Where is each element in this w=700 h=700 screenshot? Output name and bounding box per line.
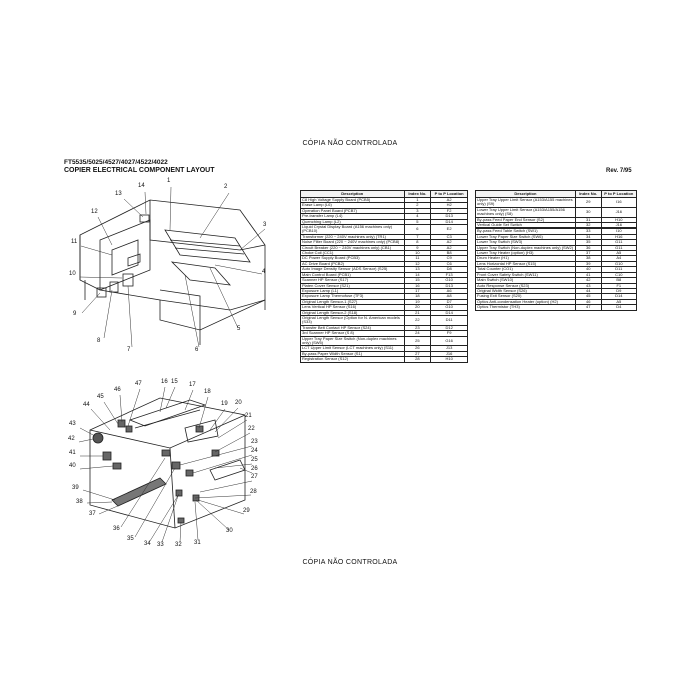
index-cell: 14 [404,272,431,277]
description-cell: Lower Tray Heater (option) (H3) [476,251,576,256]
col-index: Index No. [404,191,431,198]
index-cell: 39 [575,261,601,266]
location-cell: J13 [431,346,468,351]
callout-label: 11 [71,239,78,245]
callout-label: 31 [194,540,201,546]
table-row [476,207,637,217]
index-cell: 27 [404,351,431,356]
location-cell: D8 [431,267,468,272]
location-cell: F2 [431,208,468,213]
callout-label: 36 [113,526,120,532]
description-cell: Upper Tray Paper Size Switch (Non-duplex machines only) (SW5) [301,336,405,346]
location-cell: G10 [601,261,636,266]
callout-label: 46 [114,387,121,393]
location-cell: F9 [431,331,468,336]
location-cell: H10 [601,217,636,222]
callout-label: 34 [144,541,151,547]
copier-upper-drawing [80,200,265,345]
description-cell: Original Length Sensor-1 (S27) [301,299,405,304]
callout-label: 12 [91,209,98,215]
callout-label: 15 [171,379,178,385]
callout-label: 4 [262,269,266,275]
callout-label: 32 [175,542,182,548]
col-description: Description [301,191,405,198]
description-cell: 3rd Scanner HP Sensor (S 8) [301,331,405,336]
location-cell: A5 [601,299,636,304]
callout-label: 5 [237,326,241,332]
description-cell: Circuit Breaker (220 ~ 240V machines only) (CB1) [301,245,405,250]
callout-label: 28 [250,489,257,495]
location-cell: D13 [431,283,468,288]
location-cell: G16 [431,336,468,346]
location-cell: D7 [431,299,468,304]
index-cell: 15 [404,278,431,283]
index-cell: 34 [575,234,601,239]
description-cell: Lower Tray Upper Limit Sensor (A153/A155/A156 machines only) (S8) [476,207,576,217]
callout-label: 1 [167,178,171,184]
location-cell: A5 [601,251,636,256]
index-cell: 42 [575,278,601,283]
index-cell: 13 [404,267,431,272]
description-cell: Upper Tray Switch (Non-duplex machines only) (SW2) [476,245,576,250]
location-cell: C9 [431,256,468,261]
callout-label: 38 [76,499,83,505]
location-cell: I16 [601,198,636,208]
index-cell: 4 [404,214,431,219]
location-cell: I10 [601,229,636,234]
description-cell: Lower Tray Switch (SW3) [476,240,576,245]
description-cell: Fusing Exit Sensor (S20) [476,294,576,299]
description-cell: AC Drive Board (PCB2) [301,261,405,266]
description-cell: Front Cover Safety Switch (SW11) [476,272,576,277]
table-row [476,305,637,310]
callout-label: 24 [251,448,258,454]
location-cell: D14 [601,294,636,299]
index-cell: 3 [404,208,431,213]
description-cell: Total Counter (CO1) [476,267,576,272]
index-cell: 30 [575,207,601,217]
callout-label: 23 [251,439,258,445]
index-cell: 2 [404,203,431,208]
callout-label: 29 [243,508,250,514]
callout-label: 8 [97,338,101,344]
location-cell: D13 [431,214,468,219]
location-cell: A8 [431,294,468,299]
index-cell: 37 [575,251,601,256]
callout-label: 13 [115,191,122,197]
callout-label: 35 [127,536,134,542]
index-cell: 20 [404,305,431,310]
index-cell: 10 [404,251,431,256]
location-cell: H16 [601,234,636,239]
callout-label: 39 [72,485,79,491]
location-cell: A2 [431,245,468,250]
location-cell: A6 [431,288,468,293]
col-location: P to P Location [601,191,636,198]
location-cell: F13 [431,272,468,277]
index-cell: 35 [575,240,601,245]
location-cell: D11 [601,267,636,272]
location-cell: J16 [601,223,636,228]
description-cell: Registration Sensor (S12) [301,357,405,362]
description-cell: By-pass Feed Table Switch (SW1) [476,229,576,234]
callout-label: 30 [226,528,233,534]
callout-label: 33 [157,542,164,548]
description-cell: Lower Tray Paper Size Switch (SW6) [476,234,576,239]
index-cell: 18 [404,294,431,299]
location-cell: D12 [431,325,468,330]
callout-label: 14 [138,183,145,189]
callout-label: 21 [245,413,252,419]
index-cell: 47 [575,305,601,310]
callout-label: 25 [251,457,258,463]
callout-label: 7 [127,347,131,353]
callout-label: 44 [83,402,90,408]
description-cell: Operation Panel Board (PCB7) [301,208,405,213]
callout-label: 6 [195,347,199,353]
revision-label: Rev. 7/95 [606,168,632,174]
col-description: Description [476,191,576,198]
description-cell: LCT Upper Limit Sensor (LCT machines only) (S11) [301,346,405,351]
description-cell: Upper Tray Upper Limit Sensor (A153/A155 machines only) (S9) [476,198,576,208]
index-cell: 12 [404,261,431,266]
callout-label: 9 [73,311,77,317]
index-cell: 5 [404,219,431,224]
table-row [301,225,468,235]
description-cell: Transfer Belt Contact HP Sensor (S24) [301,325,405,330]
index-cell: 31 [575,217,601,222]
description-cell: Original Width Sensor (S26) [476,288,576,293]
description-cell: Original Length Sensor-2 (S18) [301,310,405,315]
location-cell: D14 [431,310,468,315]
description-cell: Erase Lamp (L6) [301,203,405,208]
description-cell: By-pass Paper Width Sensor (S1) [301,351,405,356]
description-cell: Drum Heater (H1) [476,256,576,261]
index-cell: 9 [404,245,431,250]
location-cell: D4 [601,305,636,310]
location-cell: A4 [601,256,636,261]
col-location: P to P Location [431,191,468,198]
index-cell: 22 [404,315,431,325]
index-cell: 40 [575,267,601,272]
callout-label: 10 [69,271,76,277]
location-cell: G11 [601,240,636,245]
callout-label: 27 [251,474,258,480]
description-cell: Lens Vertical HP Sensor (S16) [301,305,405,310]
index-cell: 28 [404,357,431,362]
description-cell: By-pass Feed Paper End Sensor (S2) [476,217,576,222]
description-cell: Optics Anti-condensation Heater (option) (H2) [476,299,576,304]
location-cell: D11 [431,315,468,325]
location-cell: A2 [431,198,468,203]
page-title: COPIER ELECTRICAL COMPONENT LAYOUT [64,167,215,174]
location-cell: C6 [431,261,468,266]
description-cell: Main Control Board (PCB1) [301,272,405,277]
description-cell: Auto Image Density Sensor (ADS Sensor) (S25) [301,267,405,272]
description-cell: Liquid Crystal Display Board (A156 machines only) (PCB10) [301,225,405,235]
callout-label: 18 [204,389,211,395]
component-table-right [475,190,637,311]
watermark-top: CÓPIA NÃO CONTROLADA [302,140,398,147]
description-cell: Pre-transfer Lamp (L4) [301,214,405,219]
index-cell: 36 [575,245,601,250]
index-cell: 19 [404,299,431,304]
location-cell: G10 [431,278,468,283]
callout-label: 45 [97,394,104,400]
index-cell: 41 [575,272,601,277]
callout-label: 16 [161,379,168,385]
location-cell: H10 [431,357,468,362]
description-cell: Vertical Guide Set Switch [476,223,576,228]
index-cell: 24 [404,331,431,336]
description-cell: DC Power Supply Board (PCB3) [301,256,405,261]
index-cell: 46 [575,299,601,304]
index-cell: 23 [404,325,431,330]
description-cell: Exposure Lamp Thermofuse (TF3) [301,294,405,299]
index-cell: 25 [404,336,431,346]
index-cell: 33 [575,229,601,234]
location-cell: G11 [601,245,636,250]
callout-label: 43 [69,421,76,427]
index-cell: 44 [575,288,601,293]
index-cell: 8 [404,240,431,245]
location-cell: A2 [431,240,468,245]
callout-label: 47 [135,381,142,387]
callout-label: 26 [251,466,258,472]
location-cell: J16 [601,207,636,217]
callout-label: 2 [224,184,228,190]
location-cell: G10 [431,305,468,310]
callout-label: 41 [69,450,76,456]
table-row [476,198,637,208]
location-cell: E2 [431,225,468,235]
location-cell: D9 [601,288,636,293]
component-table-left [300,190,468,363]
callout-label: 20 [235,400,242,406]
index-cell: 26 [404,346,431,351]
table-row [301,357,468,362]
description-cell: Original Length Sensor (Option for N. American models (S33) [301,315,405,325]
callout-label: 19 [221,401,228,407]
index-cell: 43 [575,283,601,288]
description-cell: Scanner HP Sensor (S17) [301,278,405,283]
index-cell: 1 [404,198,431,203]
description-cell: Lens Horizontal HP Sensor (S15) [476,261,576,266]
location-cell: C3 [431,234,468,239]
index-cell: 32 [575,223,601,228]
index-cell: 7 [404,234,431,239]
callout-label: 40 [69,463,76,469]
location-cell: J16 [431,351,468,356]
description-cell: Platen Cover Sensor (S21) [301,283,405,288]
index-cell: 16 [404,283,431,288]
description-cell: Transformer (220 ~ 240V machines only) (TR1) [301,234,405,239]
location-cell: F1 [601,283,636,288]
description-cell: Main Switch (SW10) [476,278,576,283]
index-cell: 29 [575,198,601,208]
location-cell: B8 [431,251,468,256]
location-cell: H2 [431,203,468,208]
location-cell: C10 [601,272,636,277]
callout-label: 42 [68,436,75,442]
title-models: FT5535/5025/4527/4027/4522/4022 [64,159,168,166]
index-cell: 21 [404,310,431,315]
index-cell: 11 [404,256,431,261]
location-cell: D14 [431,219,468,224]
copier-lower-drawing [90,398,245,528]
index-cell: 45 [575,294,601,299]
description-cell: C8 High Voltage Supply Board (PCB5) [301,198,405,203]
col-index: Index No. [575,191,601,198]
callout-label: 22 [248,426,255,432]
table-row [301,315,468,325]
index-cell: 6 [404,225,431,235]
description-cell: Optics Thermistor (TH3) [476,305,576,310]
description-cell: Auto Response Sensor (S23) [476,283,576,288]
location-cell: B8 [601,278,636,283]
callout-label: 3 [263,222,267,228]
description-cell: Quenching Lamp (L2) [301,219,405,224]
callout-label: 37 [89,511,96,517]
index-cell: 38 [575,256,601,261]
description-cell: Choke Coil (CC1) [301,251,405,256]
watermark-bottom: CÓPIA NÃO CONTROLADA [302,559,398,566]
index-cell: 17 [404,288,431,293]
callout-label: 17 [189,382,196,388]
description-cell: Exposure Lamp (L1) [301,288,405,293]
description-cell: Noise Filter Board (220 ~ 240V machines only) (PCB8) [301,240,405,245]
